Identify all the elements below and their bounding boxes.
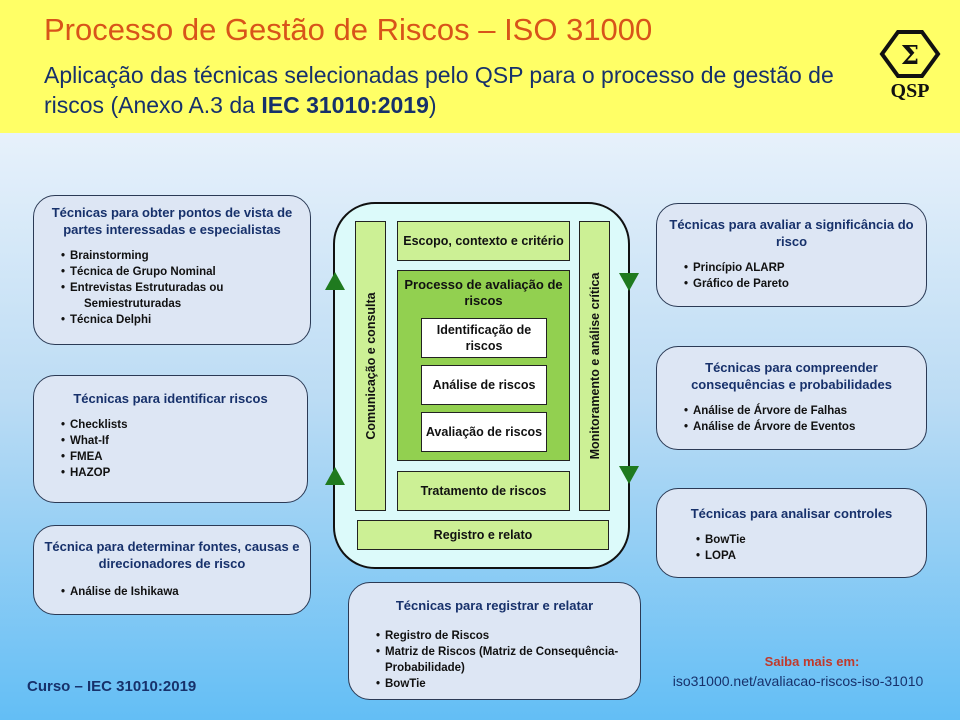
list-item: • Matriz de Riscos (Matriz de Consequência-Probabilidade) (385, 644, 634, 676)
technique-list (663, 260, 920, 292)
technique-list (355, 628, 634, 692)
box-significance-techniques (656, 203, 927, 307)
assessment-title: Processo de avaliação de riscos (404, 277, 563, 308)
box-title: Técnicas para obter pontos de vista de partes interessadas e especialistas (51, 205, 293, 237)
list-item: • LOPA (705, 548, 920, 564)
scope-box: Escopo, contexto e critério (397, 221, 570, 261)
list-item: • Brainstorming (70, 248, 304, 264)
box-title: Técnicas para compreender consequências e probabilidades (691, 360, 892, 392)
subtitle-standard: IEC 31010:2019 (261, 92, 429, 118)
logo-text: QSP (890, 80, 930, 102)
arrow-up-icon (325, 272, 345, 290)
box-title: Técnicas para avaliar a significância do risco (669, 217, 914, 249)
list-item: • Checklists (70, 417, 301, 433)
communication-label: Comunicação e consulta (363, 292, 378, 440)
monitoring-bar (579, 221, 610, 511)
technique-list (663, 532, 920, 564)
list-item: • HAZOP (70, 465, 301, 481)
list-item-continuation: Semiestruturadas (84, 298, 182, 310)
technique-list (663, 403, 920, 435)
box-controls-techniques (656, 488, 927, 578)
header-banner (0, 0, 960, 133)
technique-list (40, 584, 304, 600)
list-item: • FMEA (70, 449, 301, 465)
list-item: • Princípio ALARP (693, 260, 920, 276)
list-item: • Análise de Ishikawa (70, 584, 304, 600)
box-title: Técnicas para registrar e relatar (395, 598, 594, 613)
box-consequence-techniques (656, 346, 927, 450)
list-item: • Técnica de Grupo Nominal (70, 264, 304, 280)
more-info-link[interactable]: iso31000.net/avaliacao-riscos-iso-31010 (672, 673, 924, 689)
list-item: • Gráfico de Pareto (693, 276, 920, 292)
box-identify-techniques (33, 375, 308, 503)
list-item: • Técnica Delphi (70, 312, 304, 328)
recording-box: Registro e relato (357, 520, 609, 550)
list-item: • Registro de Riscos (385, 628, 634, 644)
arrow-down-icon (619, 466, 639, 484)
evaluation-box: Avaliação de riscos (421, 412, 547, 452)
list-item: • Análise de Árvore de Eventos (693, 419, 920, 435)
technique-list (40, 248, 304, 328)
list-item (70, 280, 304, 312)
treatment-box: Tratamento de riscos (397, 471, 570, 511)
box-recording-techniques (348, 582, 641, 700)
logo-symbol: Σ (900, 41, 920, 71)
arrow-down-icon (619, 273, 639, 291)
list-item: • Análise de Árvore de Falhas (693, 403, 920, 419)
identification-box: Identificação de riscos (421, 318, 547, 358)
subtitle-text: Aplicação das técnicas selecionadas pelo QSP para o processo de gestão de riscos (Anexo A.3 da (44, 62, 834, 118)
monitoring-label: Monitoramento e análise crítica (587, 272, 602, 460)
list-item: • What-If (70, 433, 301, 449)
subtitle-end: ) (428, 92, 437, 118)
technique-list (40, 417, 301, 481)
course-label: Curso – IEC 31010:2019 (27, 678, 197, 695)
list-item: • BowTie (705, 532, 920, 548)
page-title: Processo de Gestão de Riscos – ISO 31000 (44, 12, 653, 47)
analysis-box: Análise de riscos (421, 365, 547, 405)
communication-bar (355, 221, 386, 511)
box-stakeholder-techniques (33, 195, 311, 345)
box-title: Técnica para determinar fontes, causas e direcionadores de risco (44, 539, 300, 571)
page-subtitle (44, 60, 864, 120)
list-item-text: Entrevistas Estruturadas ou (70, 282, 224, 294)
box-title: Técnicas para analisar controles (690, 506, 893, 521)
box-source-techniques (33, 525, 311, 615)
arrow-up-icon (325, 467, 345, 485)
box-title: Técnicas para identificar riscos (73, 391, 268, 406)
list-item: • BowTie (385, 676, 634, 692)
more-info-label: Saiba mais em: (764, 654, 860, 669)
